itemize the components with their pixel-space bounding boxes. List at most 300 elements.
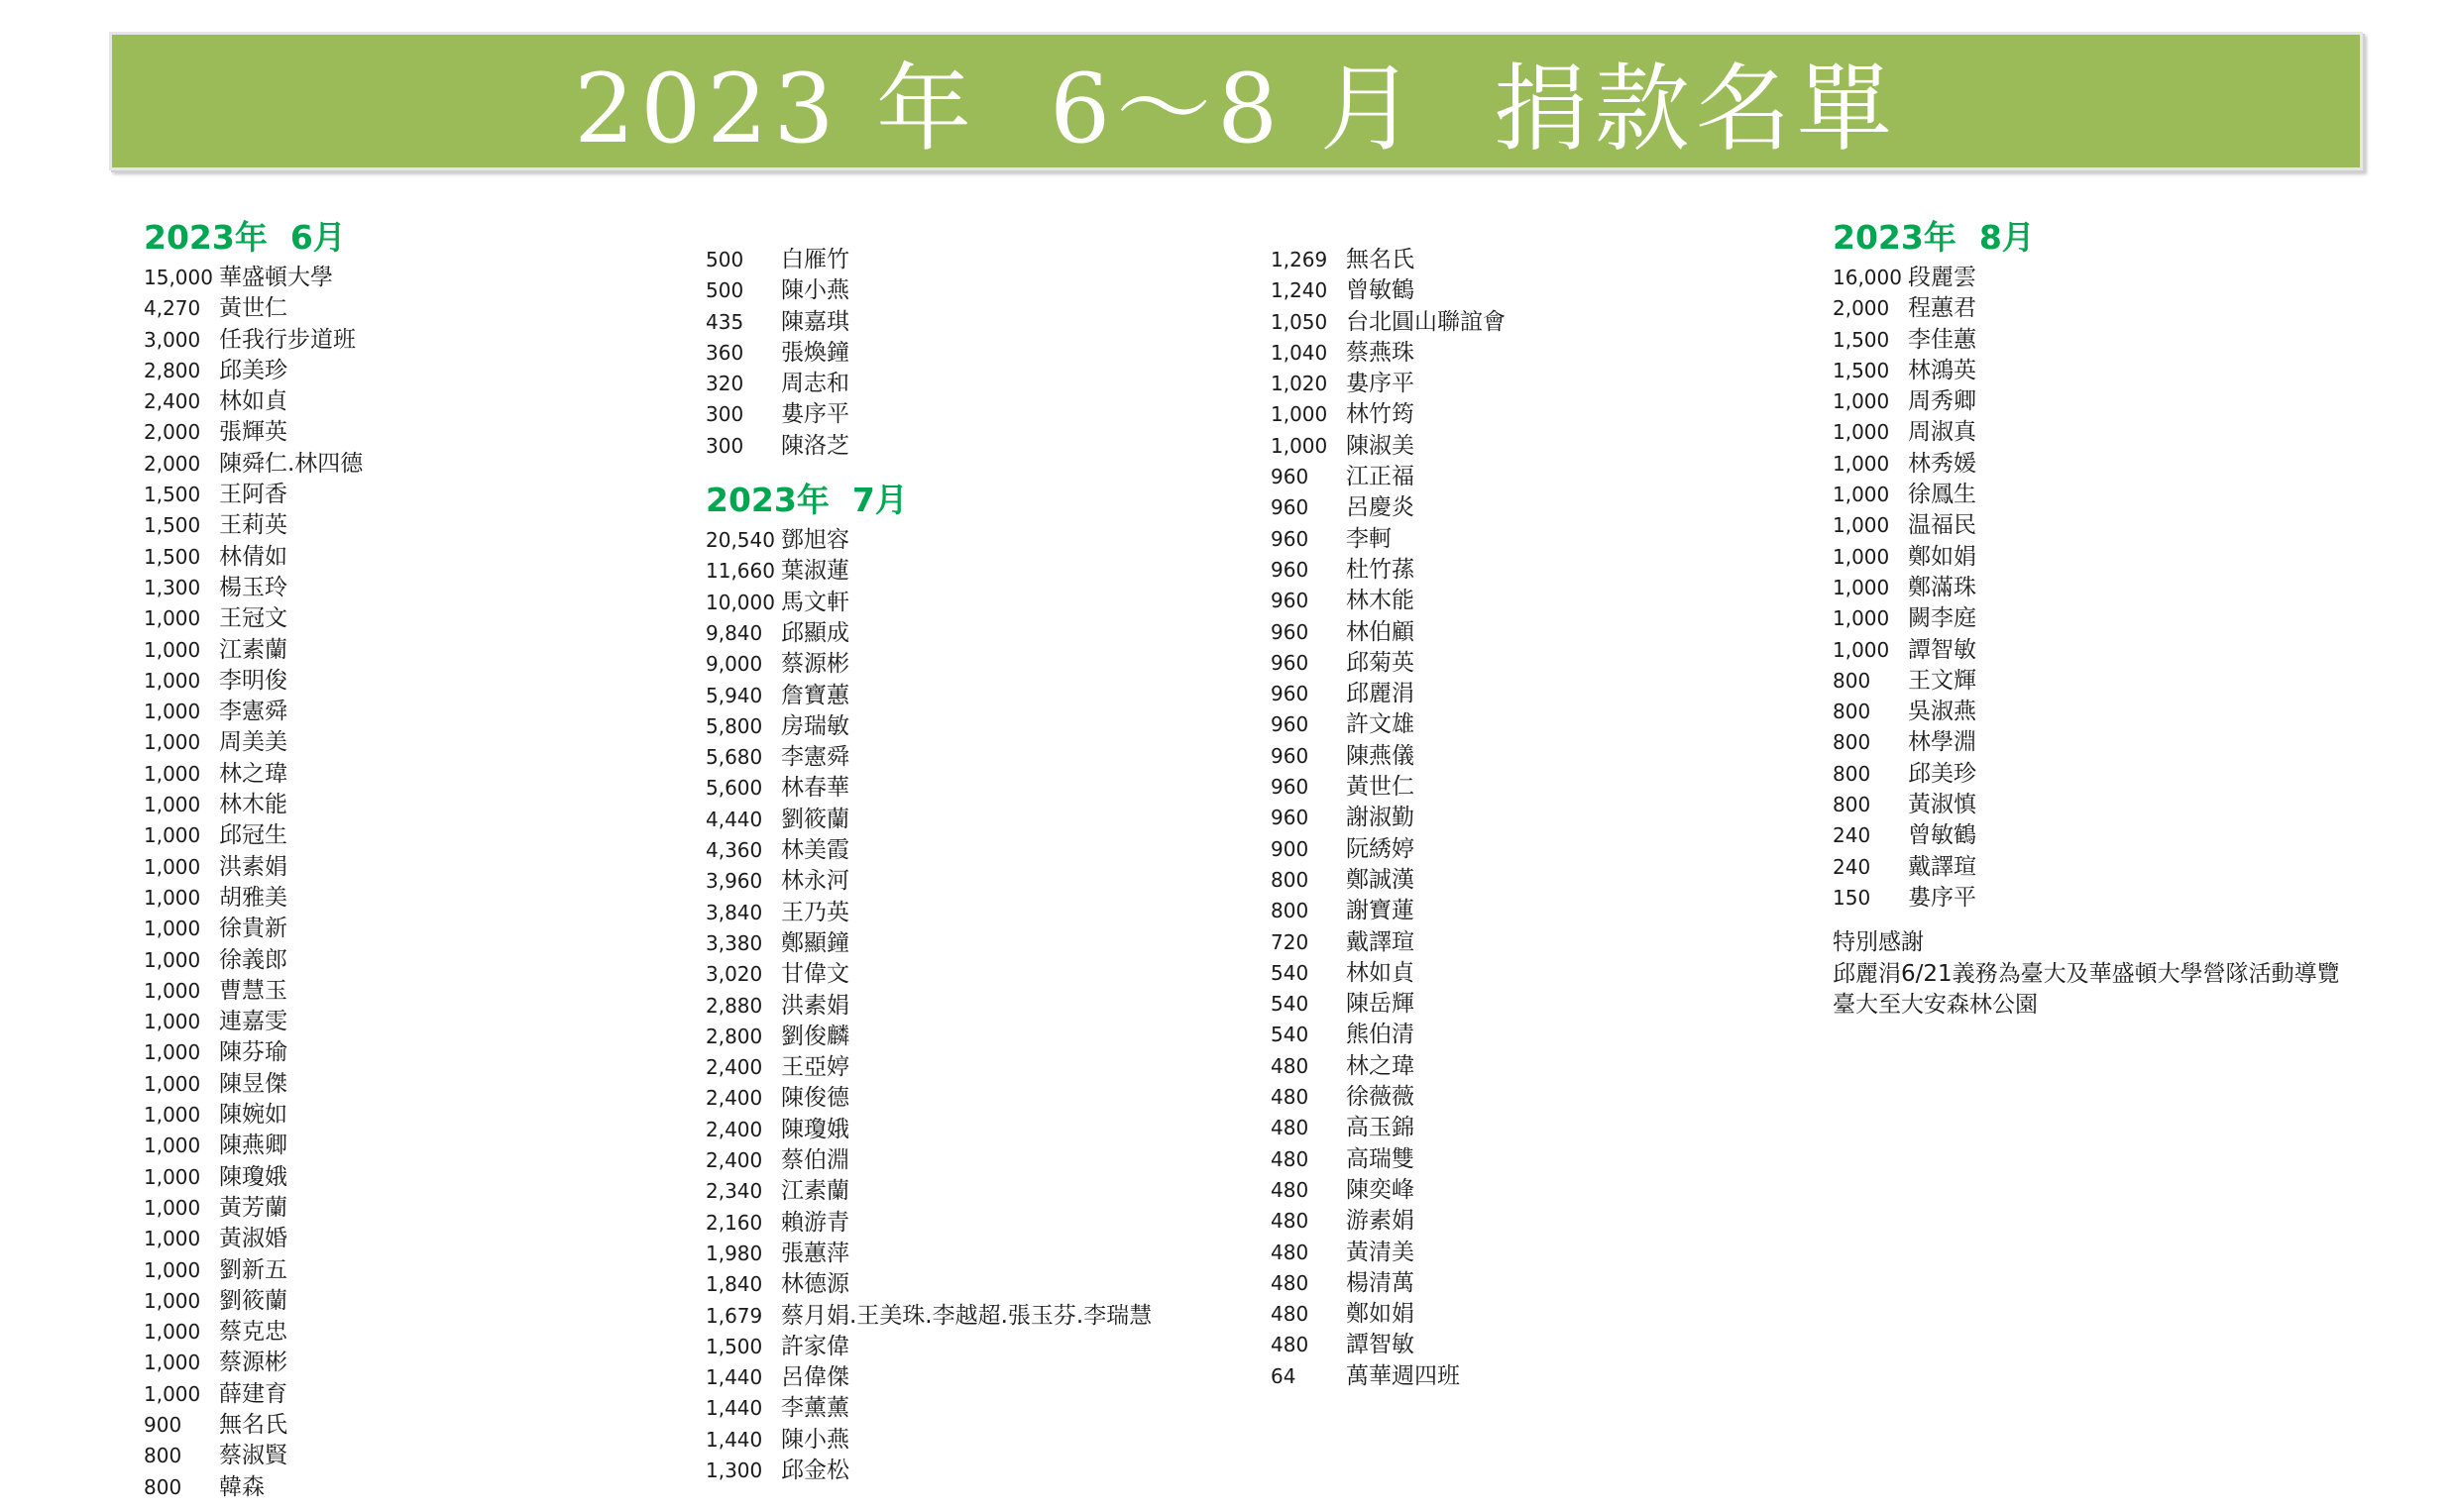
donation-row — [706, 1176, 1152, 1207]
donation-amount: 960 — [1271, 465, 1309, 489]
donation-row — [144, 1069, 363, 1100]
donation-amount: 3,000 — [144, 327, 201, 352]
donation-row — [1271, 1082, 1506, 1113]
donor-name: 王乃英 — [781, 899, 849, 925]
donor-name: 陳奕峰 — [1346, 1176, 1414, 1203]
donation-amount: 480 — [1271, 1053, 1309, 1078]
donation-row — [1271, 399, 1506, 430]
donor-name: 馬文軒 — [781, 589, 849, 615]
donor-list-june — [144, 263, 363, 1503]
donation-row — [144, 883, 363, 914]
donation-row — [1271, 462, 1506, 492]
donor-name: 鄭滿珠 — [1908, 574, 1976, 600]
donation-amount: 1,000 — [1271, 433, 1328, 458]
donor-name: 王亞婷 — [781, 1054, 849, 1081]
donor-name: 黃清美 — [1346, 1239, 1414, 1265]
donor-name: 張蕙萍 — [781, 1240, 849, 1266]
donation-amount: 960 — [1271, 526, 1309, 551]
month-heading-july: 2023年 7月 — [706, 481, 908, 520]
donor-name: 洪素娟 — [781, 992, 849, 1019]
donor-name: 連嘉雯 — [219, 1009, 287, 1035]
donor-name: 陳婉如 — [219, 1102, 287, 1129]
donation-amount: 800 — [1833, 793, 1871, 817]
donor-name: 薛建育 — [219, 1380, 287, 1407]
donation-amount: 1,000 — [144, 823, 201, 848]
donation-amount: 1,500 — [1833, 327, 1890, 352]
donor-name: 劉新五 — [219, 1256, 287, 1283]
donation-row — [1271, 709, 1506, 740]
donor-name: 華盛頓大學 — [219, 265, 333, 290]
donation-amount: 1,240 — [1271, 278, 1328, 303]
donor-name: 陳小燕 — [781, 1426, 849, 1453]
donation-amount: 20,540 — [706, 528, 775, 553]
donor-name: 林木能 — [1346, 588, 1414, 614]
donor-name: 陳瓊娥 — [781, 1116, 849, 1142]
donor-name: 洪素娟 — [219, 853, 287, 880]
donation-amount: 480 — [1271, 1302, 1309, 1327]
donation-amount: 800 — [1833, 668, 1871, 693]
donation-amount: 800 — [1833, 761, 1871, 786]
donation-row — [144, 449, 363, 480]
donation-amount: 1,000 — [144, 1164, 201, 1189]
donation-amount: 1,679 — [706, 1303, 763, 1328]
donor-name: 甘偉文 — [781, 961, 849, 988]
donation-row — [706, 1145, 1152, 1176]
donor-name: 高瑞雙 — [1346, 1145, 1414, 1172]
donor-name: 房瑞敏 — [781, 712, 849, 739]
donation-amount: 1,040 — [1271, 340, 1328, 365]
donation-row — [1833, 510, 2340, 541]
donation-row — [1271, 865, 1506, 896]
donation-amount: 1,500 — [1833, 358, 1890, 382]
donation-amount: 4,360 — [706, 838, 763, 863]
donation-amount: 435 — [706, 309, 744, 334]
donation-row — [1271, 927, 1506, 958]
donor-name: 阮綉婷 — [1346, 835, 1414, 862]
donor-name: 胡雅美 — [219, 884, 287, 911]
donation-amount: 1,000 — [144, 637, 201, 662]
donation-row — [144, 976, 363, 1007]
donation-row — [1271, 1330, 1506, 1360]
donation-row — [706, 866, 1152, 897]
title-banner — [109, 32, 2363, 170]
donation-row — [1271, 1299, 1506, 1330]
donation-row — [144, 1131, 363, 1161]
donation-row — [144, 1255, 363, 1286]
donor-name: 温福民 — [1908, 512, 1976, 539]
donor-name: 周淑真 — [1908, 419, 1976, 446]
donation-row — [1271, 338, 1506, 369]
donation-amount: 1,300 — [706, 1458, 763, 1482]
donor-name: 林德源 — [781, 1271, 849, 1298]
donation-row — [1271, 834, 1506, 865]
donation-row — [144, 852, 363, 883]
donor-name: 林如貞 — [219, 388, 287, 415]
donor-name: 李軻 — [1346, 525, 1392, 552]
donation-row — [144, 1348, 363, 1378]
donation-row — [1271, 492, 1506, 523]
donation-amount: 1,000 — [144, 885, 201, 910]
donor-name: 呂偉傑 — [781, 1364, 849, 1391]
donation-row — [144, 820, 363, 851]
donor-name: 林鴻英 — [1908, 357, 1976, 383]
donation-row — [1833, 573, 2340, 603]
donor-name: 邱美珍 — [1908, 760, 1976, 787]
donation-amount: 1,020 — [1271, 372, 1328, 396]
donation-row — [1833, 480, 2340, 510]
donation-amount: 1,000 — [144, 1227, 201, 1251]
donation-amount: 2,400 — [144, 389, 201, 414]
donor-name: 任我行步道班 — [219, 326, 356, 353]
donor-name: 陳嘉琪 — [781, 308, 849, 335]
donor-name: 徐貴新 — [219, 916, 287, 942]
donation-row — [706, 245, 1152, 275]
donation-row — [1271, 679, 1506, 709]
donation-row — [144, 480, 363, 510]
donor-name: 李明俊 — [219, 667, 287, 694]
donation-amount: 1,000 — [144, 761, 201, 786]
donation-row — [1271, 524, 1506, 555]
donation-amount: 960 — [1271, 743, 1309, 768]
donation-amount: 1,000 — [144, 1040, 201, 1065]
donation-row — [706, 1052, 1152, 1083]
donation-amount: 480 — [1271, 1270, 1309, 1295]
donation-row — [706, 275, 1152, 306]
donation-row — [706, 556, 1152, 587]
donor-name: 蔡月娟.王美珠.李越超.張玉芬.李瑞慧 — [781, 1302, 1153, 1329]
donor-name: 林竹筠 — [1346, 401, 1414, 428]
donation-amount: 1,000 — [144, 668, 201, 693]
donation-row — [144, 386, 363, 417]
donor-name: 江正福 — [1346, 464, 1414, 490]
donor-name: 林之瑋 — [219, 760, 287, 787]
donation-row — [706, 959, 1152, 990]
donation-amount: 9,000 — [706, 652, 763, 677]
donation-amount: 960 — [1271, 712, 1309, 737]
donation-amount: 1,000 — [144, 1103, 201, 1128]
donation-row — [144, 945, 363, 976]
donation-amount: 480 — [1271, 1240, 1309, 1264]
donor-name: 周秀卿 — [1908, 388, 1976, 415]
donation-row — [706, 835, 1152, 866]
donation-row — [1271, 741, 1506, 772]
donation-row — [706, 1083, 1152, 1114]
donation-amount: 240 — [1833, 854, 1871, 879]
donation-amount: 1,000 — [1833, 483, 1890, 507]
donor-name: 劉筱蘭 — [219, 1287, 287, 1314]
donation-amount: 1,000 — [144, 854, 201, 879]
donation-row — [1271, 275, 1506, 306]
donation-row — [1271, 555, 1506, 586]
donation-amount: 1,440 — [706, 1427, 763, 1452]
donor-name: 林永河 — [781, 868, 849, 895]
donation-row — [1833, 759, 2340, 790]
donation-amount: 960 — [1271, 557, 1309, 582]
donation-amount: 960 — [1271, 682, 1309, 706]
donor-name: 曾敏鶴 — [1346, 277, 1414, 304]
donor-name: 許文雄 — [1346, 711, 1414, 738]
donation-amount: 1,000 — [1833, 389, 1890, 414]
donation-row — [706, 1239, 1152, 1269]
donor-name: 張煥鐘 — [781, 339, 849, 366]
donation-row — [1271, 245, 1506, 275]
donor-name: 譚智敏 — [1908, 636, 1976, 663]
donation-row — [144, 1472, 363, 1503]
donation-row — [706, 307, 1152, 338]
donation-amount: 2,800 — [706, 1024, 763, 1048]
donation-row — [706, 1362, 1152, 1393]
special-thanks-line: 邱麗涓6/21義務為臺大及華盛頓大學營隊活動導覽 — [1833, 960, 2340, 987]
donor-name: 杜竹蓀 — [1346, 556, 1414, 583]
donation-amount: 2,400 — [706, 1148, 763, 1173]
donation-amount: 1,000 — [144, 917, 201, 941]
donor-name: 黃淑慎 — [1908, 792, 1976, 818]
donation-row — [1833, 542, 2340, 573]
donation-amount: 480 — [1271, 1146, 1309, 1171]
donor-name: 劉俊麟 — [781, 1023, 849, 1049]
donation-row — [1271, 307, 1506, 338]
donation-row — [1271, 1268, 1506, 1299]
donor-name: 劉筱蘭 — [781, 806, 849, 832]
donation-amount: 1,440 — [706, 1396, 763, 1421]
donation-row — [144, 1162, 363, 1193]
donation-row — [144, 727, 363, 758]
donation-amount: 480 — [1271, 1177, 1309, 1202]
donation-amount: 800 — [144, 1474, 182, 1499]
donor-name: 鄭如娟 — [1908, 543, 1976, 570]
donation-row — [706, 1301, 1152, 1332]
donation-row — [1271, 648, 1506, 679]
donation-row — [144, 1410, 363, 1441]
donor-list-july — [706, 525, 1152, 1486]
donor-name: 蔡源彬 — [219, 1350, 287, 1376]
donor-name: 蔡伯淵 — [781, 1147, 849, 1174]
column-4 — [1833, 213, 2340, 1021]
donor-name: 賴游青 — [781, 1209, 849, 1236]
donor-name: 段麗雲 — [1908, 265, 1976, 290]
donation-row — [706, 681, 1152, 711]
donation-amount: 800 — [1271, 867, 1309, 892]
donation-amount: 15,000 — [144, 266, 213, 289]
donation-row — [706, 1269, 1152, 1300]
donation-row — [706, 1022, 1152, 1052]
donor-name: 黃世仁 — [1346, 774, 1414, 801]
donor-name: 蔡燕珠 — [1346, 339, 1414, 366]
donation-row — [1833, 293, 2340, 324]
donor-name: 邱顯成 — [781, 619, 849, 646]
donor-name: 蔡淑賢 — [219, 1443, 287, 1469]
donor-name: 陳舜仁.林四德 — [219, 450, 364, 477]
donation-amount: 720 — [1271, 929, 1309, 954]
donor-name: 無名氏 — [1346, 247, 1414, 272]
donation-amount: 2,000 — [144, 451, 201, 476]
donor-list-july-continued — [1271, 245, 1506, 1392]
donor-name: 陳昱傑 — [219, 1070, 287, 1097]
donation-amount: 2,400 — [706, 1055, 763, 1080]
donation-row — [144, 635, 363, 666]
donation-row — [144, 1193, 363, 1224]
donation-amount: 1,500 — [144, 513, 201, 538]
donation-row — [1833, 697, 2340, 727]
donor-name: 吳淑燕 — [1908, 699, 1976, 725]
donation-row — [1271, 803, 1506, 833]
donor-name: 婁序平 — [781, 401, 849, 428]
donor-name: 徐義郎 — [219, 946, 287, 973]
donation-row — [1833, 635, 2340, 666]
donation-amount: 1,000 — [144, 978, 201, 1003]
donation-amount: 900 — [144, 1412, 182, 1437]
donation-amount: 5,680 — [706, 745, 763, 770]
donor-name: 林木能 — [219, 792, 287, 818]
donation-row — [1833, 356, 2340, 386]
donation-row — [144, 603, 363, 634]
donation-amount: 480 — [1271, 1116, 1309, 1140]
donation-row — [144, 417, 363, 448]
donation-row — [706, 742, 1152, 773]
donation-row — [706, 773, 1152, 804]
donation-row — [706, 369, 1152, 399]
donation-row — [144, 542, 363, 573]
special-thanks — [1833, 927, 2340, 1021]
donation-amount: 1,000 — [144, 947, 201, 972]
donation-row — [144, 790, 363, 820]
donation-row — [1271, 1144, 1506, 1175]
donor-name: 陳燕卿 — [219, 1133, 287, 1159]
donation-row — [144, 293, 363, 324]
donor-name: 王冠文 — [219, 605, 287, 632]
donation-amount: 9,840 — [706, 620, 763, 645]
donation-amount: 1,000 — [144, 606, 201, 631]
donor-name: 鄧旭容 — [781, 527, 849, 554]
donation-row — [1271, 1361, 1506, 1392]
donation-row — [144, 759, 363, 790]
special-thanks-title: 特別感謝 — [1833, 929, 1924, 956]
donor-name: 黃世仁 — [219, 295, 287, 322]
donor-name: 邱麗涓 — [1346, 681, 1414, 707]
donation-row — [706, 618, 1152, 649]
donor-name: 黃芳蘭 — [219, 1194, 287, 1221]
donation-amount: 2,400 — [706, 1086, 763, 1111]
donation-amount: 1,980 — [706, 1241, 763, 1265]
donor-name: 林如貞 — [1346, 959, 1414, 986]
donation-amount: 3,020 — [706, 962, 763, 987]
donor-name: 譚智敏 — [1346, 1332, 1414, 1358]
donor-name: 鄭顯鐘 — [781, 929, 849, 956]
donation-row — [144, 1379, 363, 1410]
donor-name: 闕李庭 — [1908, 605, 1976, 632]
donation-amount: 16,000 — [1833, 266, 1902, 289]
donation-amount: 2,880 — [706, 993, 763, 1018]
donor-name: 林伯顧 — [1346, 618, 1414, 645]
donation-row — [1833, 883, 2340, 914]
donor-name: 陳小燕 — [781, 277, 849, 304]
column-1 — [144, 213, 363, 1503]
donor-name: 陳俊德 — [781, 1085, 849, 1112]
donor-name: 無名氏 — [219, 1411, 287, 1438]
special-thanks-line: 臺大至大安森林公園 — [1833, 991, 2038, 1018]
donor-name: 戴譯瑄 — [1908, 853, 1976, 880]
donation-amount: 1,000 — [144, 1350, 201, 1375]
donor-name: 林學淵 — [1908, 729, 1976, 756]
column-2 — [706, 245, 1152, 1486]
donation-amount: 500 — [706, 278, 744, 303]
donation-amount: 2,800 — [144, 358, 201, 382]
donor-name: 呂慶炎 — [1346, 494, 1414, 521]
donation-row — [144, 666, 363, 697]
donor-name: 邱冠生 — [219, 822, 287, 849]
donation-amount: 1,000 — [144, 700, 201, 724]
donor-name: 婁序平 — [1346, 371, 1414, 397]
donation-amount: 1,000 — [144, 1071, 201, 1096]
donation-row — [706, 1456, 1152, 1486]
donation-amount: 1,500 — [144, 544, 201, 569]
donor-name: 王阿香 — [219, 482, 287, 508]
donation-amount: 3,380 — [706, 930, 763, 955]
donor-name: 邱美珍 — [219, 357, 287, 383]
donation-amount: 1,440 — [706, 1365, 763, 1390]
donor-name: 陳洛芝 — [781, 432, 849, 459]
donor-name: 楊玉玲 — [219, 574, 287, 600]
donation-row — [144, 697, 363, 727]
donation-row — [144, 356, 363, 386]
donation-amount: 1,840 — [706, 1272, 763, 1297]
donation-amount: 1,000 — [144, 730, 201, 755]
donation-amount: 540 — [1271, 1023, 1309, 1047]
donation-amount: 1,000 — [144, 1381, 201, 1406]
donation-amount: 1,000 — [1833, 451, 1890, 476]
donation-row — [1271, 586, 1506, 616]
donation-amount: 1,000 — [144, 1257, 201, 1282]
donor-name: 王文輝 — [1908, 667, 1976, 694]
donor-name: 鄭如娟 — [1346, 1301, 1414, 1328]
donation-row — [1833, 449, 2340, 480]
donation-row — [1271, 431, 1506, 462]
donation-row — [1833, 603, 2340, 634]
donation-row — [1833, 325, 2340, 356]
donation-row — [1833, 386, 2340, 417]
donation-row — [144, 1100, 363, 1131]
donation-amount: 1,000 — [1271, 402, 1328, 427]
donation-amount: 320 — [706, 372, 744, 396]
donation-row — [144, 1441, 363, 1471]
donation-row — [706, 1208, 1152, 1239]
donation-row — [706, 805, 1152, 835]
donation-amount: 300 — [706, 402, 744, 427]
donation-amount: 5,600 — [706, 776, 763, 801]
donor-name: 曹慧玉 — [219, 977, 287, 1004]
donation-amount: 3,960 — [706, 869, 763, 894]
donor-name: 李佳蕙 — [1908, 326, 1976, 353]
donation-amount: 2,160 — [706, 1210, 763, 1235]
donation-amount: 480 — [1271, 1333, 1309, 1357]
donor-name: 婁序平 — [1908, 884, 1976, 911]
donor-name: 江素蘭 — [219, 636, 287, 663]
donation-amount: 960 — [1271, 806, 1309, 830]
donor-name: 葉淑蓮 — [781, 558, 849, 585]
donation-amount: 480 — [1271, 1209, 1309, 1234]
page-title: 2023 年 6～8 月 捐款名單 — [574, 53, 1898, 164]
donation-amount: 240 — [1833, 823, 1871, 848]
donation-row — [1271, 1113, 1506, 1143]
donor-name: 張輝英 — [219, 419, 287, 446]
donation-amount: 960 — [1271, 495, 1309, 520]
donor-name: 謝寶蓮 — [1346, 898, 1414, 924]
column-3 — [1271, 245, 1506, 1392]
donation-row — [1833, 852, 2340, 883]
donation-row — [706, 338, 1152, 369]
donation-amount: 1,300 — [144, 575, 201, 599]
donation-row — [706, 399, 1152, 430]
